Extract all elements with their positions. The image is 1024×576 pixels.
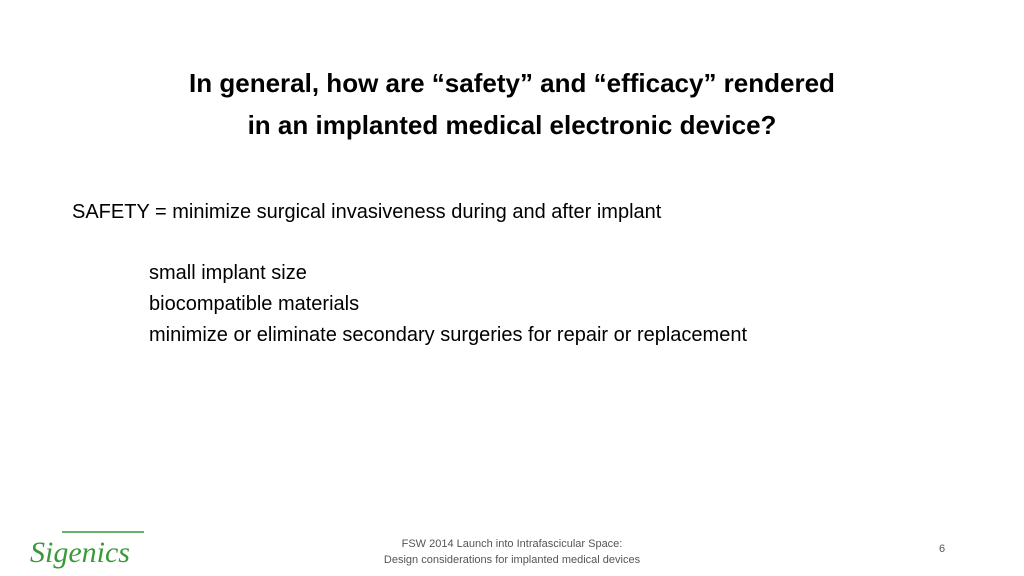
safety-heading: SAFETY = minimize surgical invasiveness during and after implant bbox=[72, 201, 662, 223]
footer-line-1: FSW 2014 Launch into Intrafascicular Space: bbox=[401, 538, 623, 550]
list-item: biocompatible materials bbox=[149, 293, 360, 315]
list-item: small implant size bbox=[149, 262, 307, 284]
logo-text: Sigenics bbox=[30, 536, 130, 569]
slide-title bbox=[0, 62, 1024, 146]
footer-line-2: Design considerations for implanted medical devices bbox=[383, 554, 641, 566]
safety-list bbox=[149, 258, 747, 351]
list-item: minimize or eliminate secondary surgeries for repair or replacement bbox=[149, 324, 748, 346]
title-line-1: In general, how are “safety” and “efficacy” rendered bbox=[189, 68, 835, 98]
page-number: 6 bbox=[938, 543, 946, 555]
sigenics-logo bbox=[28, 522, 148, 572]
title-line-2: in an implanted medical electronic device? bbox=[247, 110, 777, 140]
footer-caption bbox=[312, 536, 712, 568]
